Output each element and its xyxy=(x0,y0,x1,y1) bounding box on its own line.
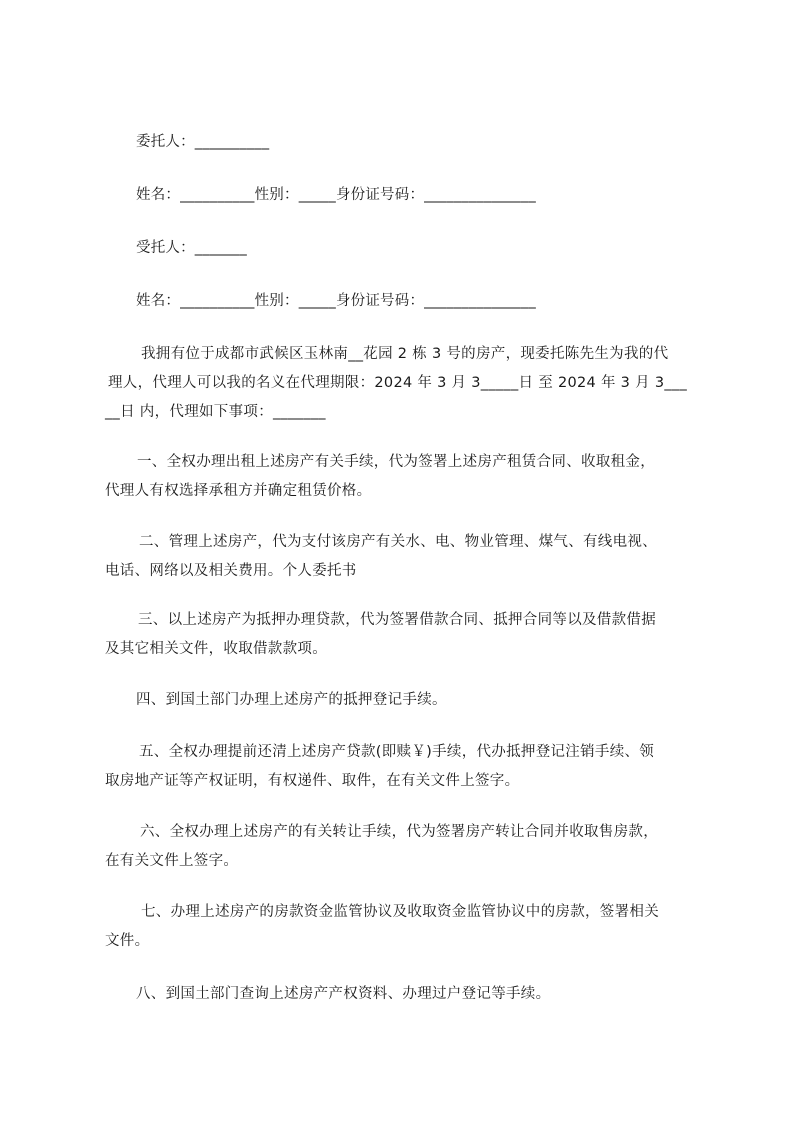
item-line: 四、到国土部门办理上述房产的抵押登记手续。 xyxy=(136,692,447,708)
item-line: 八、到国土部门查询上述房产产权资料、办理过户登记等手续。 xyxy=(136,986,551,1002)
item-line: 七、办理上述房产的房款资金监管协议及收取资金监管协议中的房款，签署相关 xyxy=(141,904,659,920)
item-line: 及其它相关文件，收取借款款项。 xyxy=(105,641,327,657)
item-line: 文件。 xyxy=(105,933,150,949)
item-line: 六、全权办理上述房产的有关转让手续，代为签署房产转让合同并收取售房款， xyxy=(140,824,658,840)
item-7 xyxy=(105,898,703,956)
agent-label: 受托人：_______ xyxy=(136,240,247,256)
item-line: 二、管理上述房产，代为支付该房产有关水、电、物业管理、煤气、有线电视、 xyxy=(139,534,657,550)
intro-line: __日 内，代理如下事项：_______ xyxy=(105,404,326,420)
item-line: 代理人有权选择承租方并确定租赁价格。 xyxy=(105,483,372,499)
item-5 xyxy=(105,738,703,796)
item-line: 五、全权办理提前还清上述房产贷款(即赎￥)手续，代办抵押登记注销手续、领 xyxy=(139,744,655,760)
principal-fields: 姓名：__________性别：_____身份证号码：_______________ xyxy=(136,187,536,203)
item-line: 取房地产证等产权证明，有权递件、取件，在有关文件上签字。 xyxy=(105,773,520,789)
item-6 xyxy=(105,818,703,876)
principal-label: 委托人：__________ xyxy=(136,134,270,150)
agent-fields: 姓名：__________性别：_____身份证号码：_______________ xyxy=(136,293,536,309)
item-line: 电话、网络以及相关费用。个人委托书 xyxy=(105,563,357,579)
item-4 xyxy=(105,686,703,715)
item-8 xyxy=(105,980,703,1009)
item-line: 一、全权办理出租上述房产有关手续，代为签署上述房产租赁合同、收取租金， xyxy=(137,454,655,470)
item-2 xyxy=(105,528,703,586)
item-line: 在有关文件上签字。 xyxy=(105,853,239,869)
intro-line: 我拥有位于成都市武候区玉林南__花园 2 栋 3 号的房产，现委托陈先生为我的代 xyxy=(141,346,669,362)
intro-line: 理人，代理人可以我的名义在代理期限：2024 年 3 月 3_____日 至 2024 年 3 月 3___ xyxy=(108,375,687,391)
item-line: 三、以上述房产为抵押办理贷款，代为签署借款合同、抵押合同等以及借款借据 xyxy=(138,612,656,628)
item-1 xyxy=(105,448,703,506)
intro-paragraph xyxy=(105,340,703,427)
item-3 xyxy=(105,606,703,664)
